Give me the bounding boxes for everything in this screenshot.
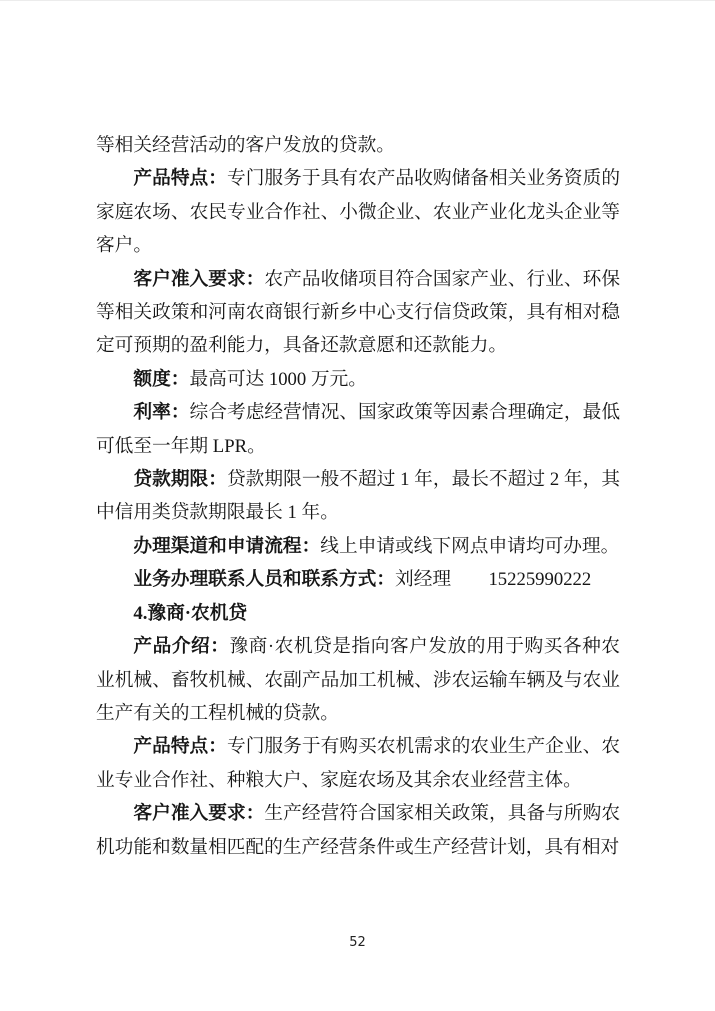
paragraph-product-features-1: [96, 162, 620, 262]
document-body: [96, 129, 620, 864]
paragraph-text: 线上申请或线下网点申请均可办理。: [320, 535, 620, 557]
paragraph-text: 专门服务于有购买农机需求的农业生产企业、农业专业合作社、种粮大户、家庭农场及其余农业经营主体。: [96, 736, 621, 791]
paragraph-text: 贷款期限一般不超过 1 年，最长不超过 2 年，其中信用类贷款期限最长 1 年。: [96, 469, 621, 524]
paragraph-loan-term: [96, 463, 620, 530]
paragraph-interest-rate: [96, 396, 620, 463]
paragraph-text: 生产经营符合国家相关政策，具备与所购农机功能和数量相匹配的生产经营条件或生产经营计划，具有相对: [96, 803, 621, 858]
paragraph-text: 专门服务于具有农产品收购储备相关业务资质的家庭农场、农民专业合作社、小微企业、农业产业化龙头企业等客户。: [96, 168, 621, 257]
paragraph-label: 额度：: [133, 368, 190, 390]
paragraph-label: 客户准入要求：: [133, 803, 265, 825]
paragraph-text: 综合考虑经营情况、国家政策等因素合理确定，最低可低至一年期 LPR。: [96, 402, 621, 457]
paragraph-amount: [96, 363, 620, 396]
paragraph-application-channel: [96, 530, 620, 563]
paragraph-label: 产品介绍：: [133, 636, 230, 658]
paragraph-label: 产品特点：: [133, 736, 227, 758]
paragraph-text: 农产品收储项目符合国家产业、行业、环保等相关政策和河南农商银行新乡中心支行信贷政策，具有相对稳定可预期的盈利能力，具备还款意愿和还款能力。: [96, 268, 621, 357]
paragraph-customer-requirements-2: [96, 797, 620, 864]
paragraph-text: 豫商·农机贷是指向客户发放的用于购买各种农业机械、畜牧机械、农副产品加工机械、涉农运输车辆及与农业生产有关的工程机械的贷款。: [96, 636, 620, 724]
paragraph-label: 产品特点：: [133, 168, 227, 190]
paragraph-product-features-2: [96, 730, 620, 797]
section-heading-label: 4.豫商·农机贷: [133, 602, 248, 624]
paragraph-label: 客户准入要求：: [133, 268, 265, 290]
paragraph-label: 业务办理联系人员和联系方式：: [133, 569, 396, 591]
paragraph-label: 贷款期限：: [133, 469, 227, 491]
paragraph-label: 利率：: [133, 402, 190, 424]
paragraph-text: 刘经理 15225990222: [395, 569, 592, 591]
section-heading-yushang-nongjidai: [96, 597, 620, 630]
paragraph-text: 最高可达 1000 万元。: [189, 368, 367, 390]
paragraph-contact-info: [96, 563, 620, 596]
page-number: 52: [349, 935, 366, 950]
paragraph-customer-requirements-1: [96, 263, 620, 363]
paragraph-label: 办理渠道和申请流程：: [133, 535, 321, 557]
paragraph-product-introduction: [96, 630, 620, 730]
paragraph-continuation: [96, 129, 620, 162]
paragraph-text: 等相关经营活动的客户发放的贷款。: [96, 135, 395, 156]
